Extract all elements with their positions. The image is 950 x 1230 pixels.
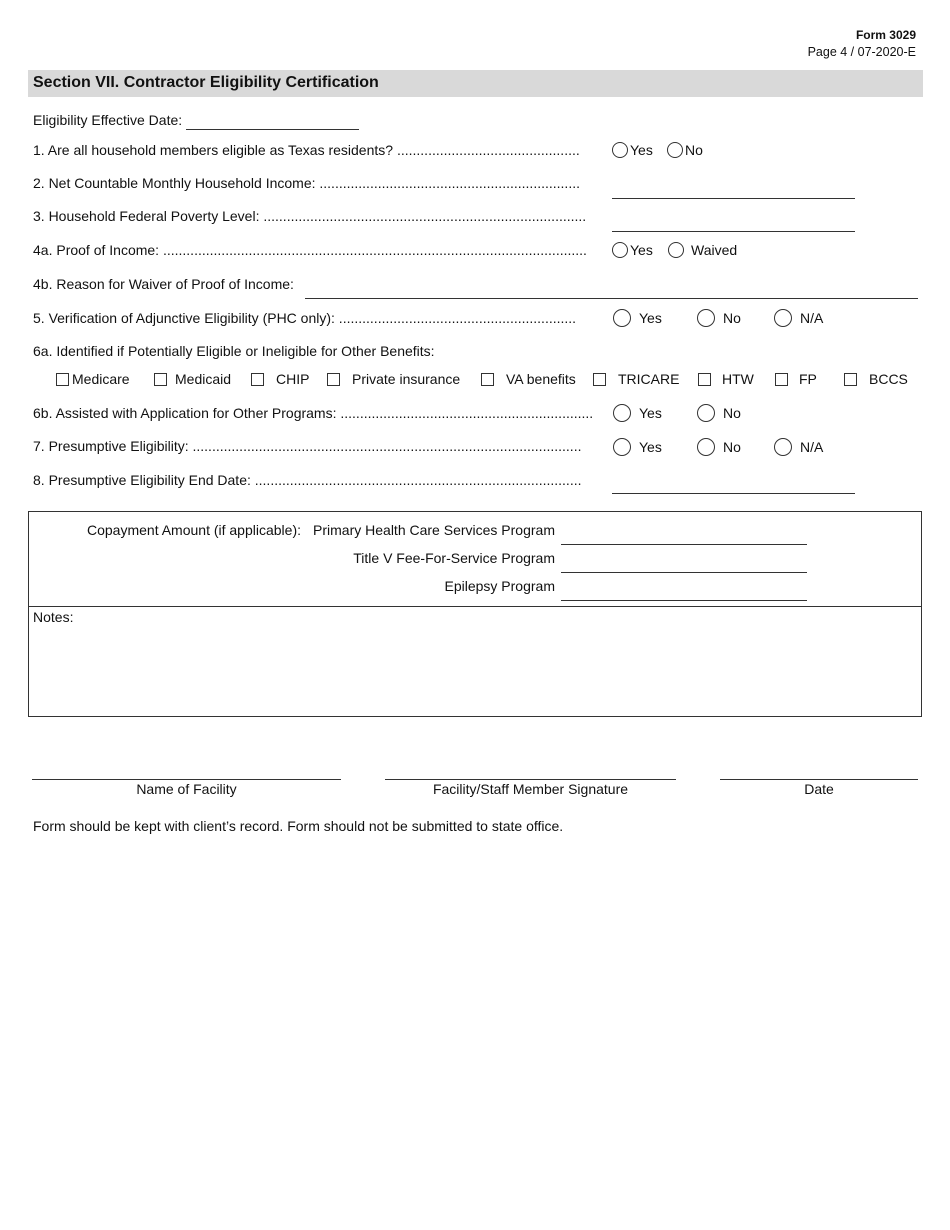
checkbox-label: TRICARE: [618, 371, 680, 387]
q2-income-field[interactable]: [612, 198, 855, 199]
radio-label: Yes: [639, 310, 662, 326]
copay-epilepsy-label: Epilepsy Program: [444, 578, 555, 594]
q5-no-radio[interactable]: [697, 309, 741, 327]
q6a-label: 6a. Identified if Potentially Eligible or Ineligible for Other Benefits:: [33, 343, 435, 359]
checkbox-label: BCCS: [869, 371, 908, 387]
q1-no-radio[interactable]: [667, 142, 703, 158]
checkbox-label: Private insurance: [352, 371, 461, 387]
q6b-label: 6b. Assisted with Application for Other Programs: .................................................................: [33, 405, 594, 421]
checkbox-label: FP: [799, 371, 817, 387]
q5-label: 5. Verification of Adjunctive Eligibility (PHC only): .............................................................: [33, 310, 577, 326]
checkbox-box[interactable]: [327, 373, 340, 386]
q3-fpl-field[interactable]: [612, 231, 855, 232]
copay-phc-label: Primary Health Care Services Program: [313, 522, 555, 538]
benefit-medicare-checkbox[interactable]: [56, 371, 130, 387]
radio-circle[interactable]: [667, 142, 683, 158]
q4b-label: 4b. Reason for Waiver of Proof of Income:: [33, 276, 294, 292]
checkbox-box[interactable]: [154, 373, 167, 386]
benefit-va-checkbox[interactable]: [481, 371, 576, 387]
benefit-tricare-checkbox[interactable]: [593, 371, 679, 387]
copay-title-v-field[interactable]: [561, 572, 807, 573]
date-line[interactable]: [720, 779, 918, 780]
q7-no-radio[interactable]: [697, 438, 741, 456]
copay-title-v-label: Title V Fee-For-Service Program: [353, 550, 555, 566]
q5-na-radio[interactable]: [774, 309, 823, 327]
radio-label: No: [723, 439, 741, 455]
radio-label: No: [723, 405, 741, 421]
benefit-htw-checkbox[interactable]: [698, 371, 754, 387]
facility-name-label: Name of Facility: [136, 781, 237, 797]
copay-phc-field[interactable]: [561, 544, 807, 545]
form-number: Form 3029: [855, 28, 916, 42]
facility-name-line[interactable]: [32, 779, 341, 780]
q8-end-date-field[interactable]: [612, 493, 855, 494]
copay-epilepsy-field[interactable]: [561, 600, 807, 601]
radio-label: N/A: [800, 439, 824, 455]
radio-label: No: [685, 142, 703, 158]
q3-label: 3. Household Federal Poverty Level: ...................................................................................: [33, 208, 587, 224]
checkbox-label: Medicaid: [175, 371, 232, 387]
checkbox-box[interactable]: [251, 373, 264, 386]
radio-circle[interactable]: [612, 242, 628, 258]
radio-circle[interactable]: [697, 438, 715, 456]
radio-label: Yes: [639, 405, 662, 421]
checkbox-label: Medicare: [72, 371, 130, 387]
q8-label: 8. Presumptive Eligibility End Date: ....................................................................................: [33, 472, 582, 488]
benefit-chip-checkbox[interactable]: [251, 371, 309, 387]
checkbox-box[interactable]: [844, 373, 857, 386]
notes-label: Notes:: [33, 609, 74, 625]
date-label: Date: [804, 781, 834, 797]
section-title: Section VII. Contractor Eligibility Certification: [33, 74, 379, 91]
copayment-label: Copayment Amount (if applicable):: [87, 522, 301, 538]
effective-date-label: Eligibility Effective Date:: [33, 112, 183, 128]
q7-na-radio[interactable]: [774, 438, 823, 456]
radio-circle[interactable]: [668, 242, 684, 258]
radio-circle[interactable]: [613, 309, 631, 327]
checkbox-box[interactable]: [481, 373, 494, 386]
notes-divider: [29, 606, 921, 607]
benefit-fp-checkbox[interactable]: [775, 371, 817, 387]
radio-circle[interactable]: [774, 438, 792, 456]
checkbox-box[interactable]: [593, 373, 606, 386]
notes-field[interactable]: [29, 624, 921, 716]
q1-yes-radio[interactable]: [612, 142, 653, 158]
radio-circle[interactable]: [612, 142, 628, 158]
checkbox-label: VA benefits: [506, 371, 576, 387]
radio-circle[interactable]: [613, 438, 631, 456]
checkbox-label: HTW: [722, 371, 754, 387]
q2-label: 2. Net Countable Monthly Household Income: ...................................................................: [33, 175, 580, 191]
radio-circle[interactable]: [697, 309, 715, 327]
q7-yes-radio[interactable]: [613, 438, 662, 456]
q4a-label: 4a. Proof of Income: .............................................................................................................: [33, 242, 587, 258]
checkbox-box[interactable]: [56, 373, 69, 386]
checkbox-box[interactable]: [698, 373, 711, 386]
radio-label: Yes: [639, 439, 662, 455]
page-info: Page 4 / 07-2020-E: [807, 45, 916, 59]
q6b-yes-radio[interactable]: [613, 404, 662, 422]
radio-circle[interactable]: [774, 309, 792, 327]
benefit-medicaid-checkbox[interactable]: [154, 371, 231, 387]
radio-label: Yes: [630, 242, 653, 258]
checkbox-label: CHIP: [276, 371, 310, 387]
q4a-yes-radio[interactable]: [612, 242, 653, 258]
footer-note: Form should be kept with client’s record. Form should not be submitted to state office.: [33, 818, 564, 834]
q7-label: 7. Presumptive Eligibility: ....................................................................................................: [33, 438, 582, 454]
copayment-notes-box: [28, 511, 922, 717]
q1-label: 1. Are all household members eligible as Texas residents? ...............................................: [33, 142, 580, 158]
radio-label: Waived: [691, 242, 738, 258]
signature-line[interactable]: [385, 779, 676, 780]
radio-label: N/A: [800, 310, 824, 326]
benefit-bccs-checkbox[interactable]: [844, 371, 908, 387]
radio-circle[interactable]: [697, 404, 715, 422]
section-title-bar: [28, 70, 923, 97]
checkbox-box[interactable]: [775, 373, 788, 386]
radio-label: Yes: [630, 142, 653, 158]
radio-circle[interactable]: [613, 404, 631, 422]
benefit-private-insurance-checkbox[interactable]: [327, 371, 460, 387]
q5-yes-radio[interactable]: [613, 309, 662, 327]
q4b-reason-field[interactable]: [305, 298, 918, 299]
effective-date-field[interactable]: [186, 129, 359, 130]
signature-label: Facility/Staff Member Signature: [432, 781, 629, 797]
q6b-no-radio[interactable]: [697, 404, 741, 422]
radio-label: No: [723, 310, 741, 326]
q4a-waived-radio[interactable]: [668, 242, 737, 258]
